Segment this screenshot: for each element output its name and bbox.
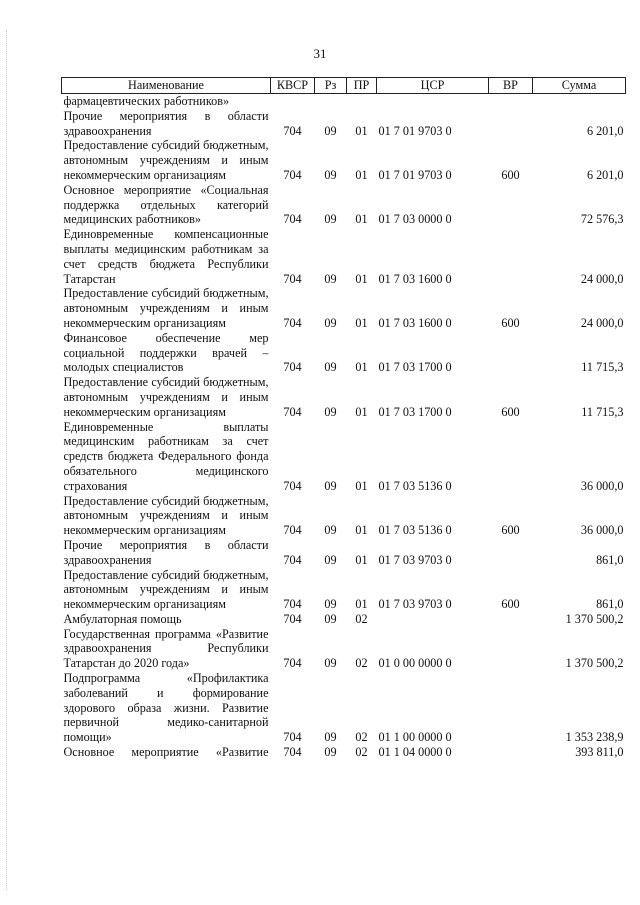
row-pr [347,94,377,109]
row-csr: 01 7 03 1600 0 [378,315,452,330]
row-sum [533,94,626,109]
row-vr: 600 [501,167,520,182]
row-vr [489,538,533,568]
row-name: Основное мероприятие «Социальная поддержка отдельных категорий медицинских работников» [63,182,269,227]
row-sum: 24 000,0 [580,271,624,286]
row-vr [489,612,533,627]
row-sum: 1 353 238,9 [565,730,624,745]
table-row [62,627,626,671]
row-rz: 09 [324,360,337,375]
row-pr: 01 [355,360,368,375]
row-sum: 1 370 500,2 [565,656,624,671]
row-name: Государственная программа «Развитие здравоохранения Республики Татарстан до 2020 года» [63,626,269,671]
row-csr: 01 7 01 9703 0 [378,123,452,138]
row-sum: 6 201,0 [586,167,624,182]
row-rz: 09 [324,315,337,330]
row-kvsr: 704 [283,123,302,138]
table-row [62,227,626,286]
row-name: Финансовое обеспечение мер социальной поддержки врачей – молодых специалистов [63,330,269,375]
row-csr: 01 7 03 5136 0 [378,478,452,493]
row-kvsr: 704 [283,360,302,375]
row-csr: 01 1 00 0000 0 [378,730,452,745]
row-vr [489,109,533,139]
row-rz: 09 [324,523,337,538]
header-vr: ВР [489,78,533,94]
row-pr: 01 [355,597,368,612]
table-header-row [62,78,626,94]
row-kvsr: 704 [283,404,302,419]
row-kvsr: 704 [283,315,302,330]
row-kvsr: 704 [283,271,302,286]
row-rz: 09 [324,552,337,567]
row-vr: 600 [501,597,520,612]
header-pr: ПР [347,78,377,94]
row-name: Предоставление субсидий бюджетным, автономным учреждениям и иным некоммерческим организациям [63,138,269,182]
row-csr: 01 7 03 1600 0 [378,271,452,286]
row-name: Предоставление субсидий бюджетным, автономным учреждениям и иным некоммерческим организациям [63,375,269,419]
row-sum: 11 715,3 [581,360,624,375]
table-row [62,94,626,109]
table-row [62,375,626,419]
row-pr: 02 [355,611,368,626]
row-kvsr: 704 [283,730,302,745]
row-name: Предоставление субсидий бюджетным, автономным учреждениям и иным некоммерческим организациям [63,567,269,612]
row-pr: 01 [355,404,368,419]
row-kvsr: 704 [283,552,302,567]
scan-edge-dots [6,30,8,890]
row-pr: 02 [355,730,368,745]
row-csr: 01 7 03 1700 0 [378,404,452,419]
row-sum: 1 370 500,2 [565,611,624,626]
row-name: Предоставление субсидий бюджетным, автономным учреждениям и иным некоммерческим организациям [63,493,269,538]
row-rz: 09 [324,167,337,182]
row-csr: 01 1 04 0000 0 [378,745,452,760]
table-row [62,331,626,375]
row-name: Единовременные выплаты медицинским работникам за счет средств бюджета Федерального фонда обязательного медицинского страхования [63,419,269,493]
row-pr: 01 [355,271,368,286]
row-kvsr: 704 [283,597,302,612]
row-name: Амбулаторная помощь [63,611,182,626]
row-pr: 01 [355,315,368,330]
row-name: Прочие мероприятия в области здравоохранения [63,108,269,138]
row-vr [489,627,533,671]
row-vr: 600 [501,404,520,419]
row-vr [489,671,533,745]
row-sum: 6 201,0 [586,123,624,138]
row-pr: 01 [355,552,368,567]
row-rz: 09 [324,478,337,493]
header-csr: ЦСР [377,78,489,94]
row-pr: 01 [355,167,368,182]
table-row [62,494,626,538]
row-name: Подпрограмма «Профилактика заболеваний и формирование здорового образа жизни. Развитие первичной медико-санитарной помощи» [63,671,269,745]
row-csr: 01 7 03 9703 0 [378,552,452,567]
row-sum: 36 000,0 [580,523,624,538]
row-sum: 24 000,0 [580,315,624,330]
row-kvsr: 704 [283,611,302,626]
row-name: Прочие мероприятия в области здравоохранения [63,537,269,567]
row-csr: 01 7 01 9703 0 [378,167,452,182]
row-sum: 72 576,3 [580,212,624,227]
header-rz: Рз [315,78,347,94]
row-csr: 01 7 03 0000 0 [378,212,452,227]
budget-table [61,77,626,760]
row-kvsr: 704 [283,745,302,760]
row-rz: 09 [324,271,337,286]
header-sum: Сумма [533,78,626,94]
table-row [62,420,626,494]
row-vr [489,94,533,109]
row-name: Основное мероприятие «Развитие [63,745,269,760]
row-rz: 09 [324,123,337,138]
table-row [62,612,626,627]
header-name: Наименование [62,78,271,94]
row-pr: 01 [355,523,368,538]
table-row [62,671,626,745]
row-pr: 02 [355,745,368,760]
row-vr [489,183,533,227]
row-sum: 861,0 [596,597,624,612]
row-name: Единовременные компенсационные выплаты медицинским работникам за счет средств бюджета Республики Татарстан [63,227,269,286]
table-row [62,286,626,330]
row-pr: 02 [355,656,368,671]
header-kvsr: КВСР [271,78,315,94]
row-csr: 01 7 03 9703 0 [378,597,452,612]
row-vr [489,745,533,760]
row-name: фармацевтических работников» [63,94,230,108]
row-rz [315,94,347,109]
table-body [62,94,626,760]
row-csr: 01 7 03 1700 0 [378,360,452,375]
row-vr: 600 [501,523,520,538]
table-row [62,538,626,568]
row-sum: 11 715,3 [581,404,624,419]
row-kvsr: 704 [283,167,302,182]
row-kvsr: 704 [283,656,302,671]
row-csr: 01 7 03 5136 0 [378,523,452,538]
row-csr [377,612,489,627]
row-name: Предоставление субсидий бюджетным, автономным учреждениям и иным некоммерческим организациям [63,286,269,330]
table-row [62,745,626,760]
row-kvsr: 704 [283,523,302,538]
row-rz: 09 [324,597,337,612]
row-rz: 09 [324,611,337,626]
row-kvsr [271,94,315,109]
table-row [62,138,626,182]
page-number: 31 [313,46,327,61]
row-vr [489,331,533,375]
row-vr: 600 [501,315,520,330]
row-rz: 09 [324,656,337,671]
row-rz: 09 [324,212,337,227]
table-row [62,568,626,612]
row-sum: 861,0 [596,552,624,567]
row-csr [377,94,489,109]
row-sum: 36 000,0 [580,478,624,493]
row-rz: 09 [324,730,337,745]
row-kvsr: 704 [283,212,302,227]
row-vr [489,227,533,286]
row-sum: 393 811,0 [575,745,624,760]
row-rz: 09 [324,404,337,419]
row-kvsr: 704 [283,478,302,493]
row-vr [489,420,533,494]
table-row [62,109,626,139]
row-pr: 01 [355,478,368,493]
row-pr: 01 [355,212,368,227]
row-csr: 01 0 00 0000 0 [378,656,452,671]
table-row [62,183,626,227]
row-pr: 01 [355,123,368,138]
row-rz: 09 [324,745,337,760]
